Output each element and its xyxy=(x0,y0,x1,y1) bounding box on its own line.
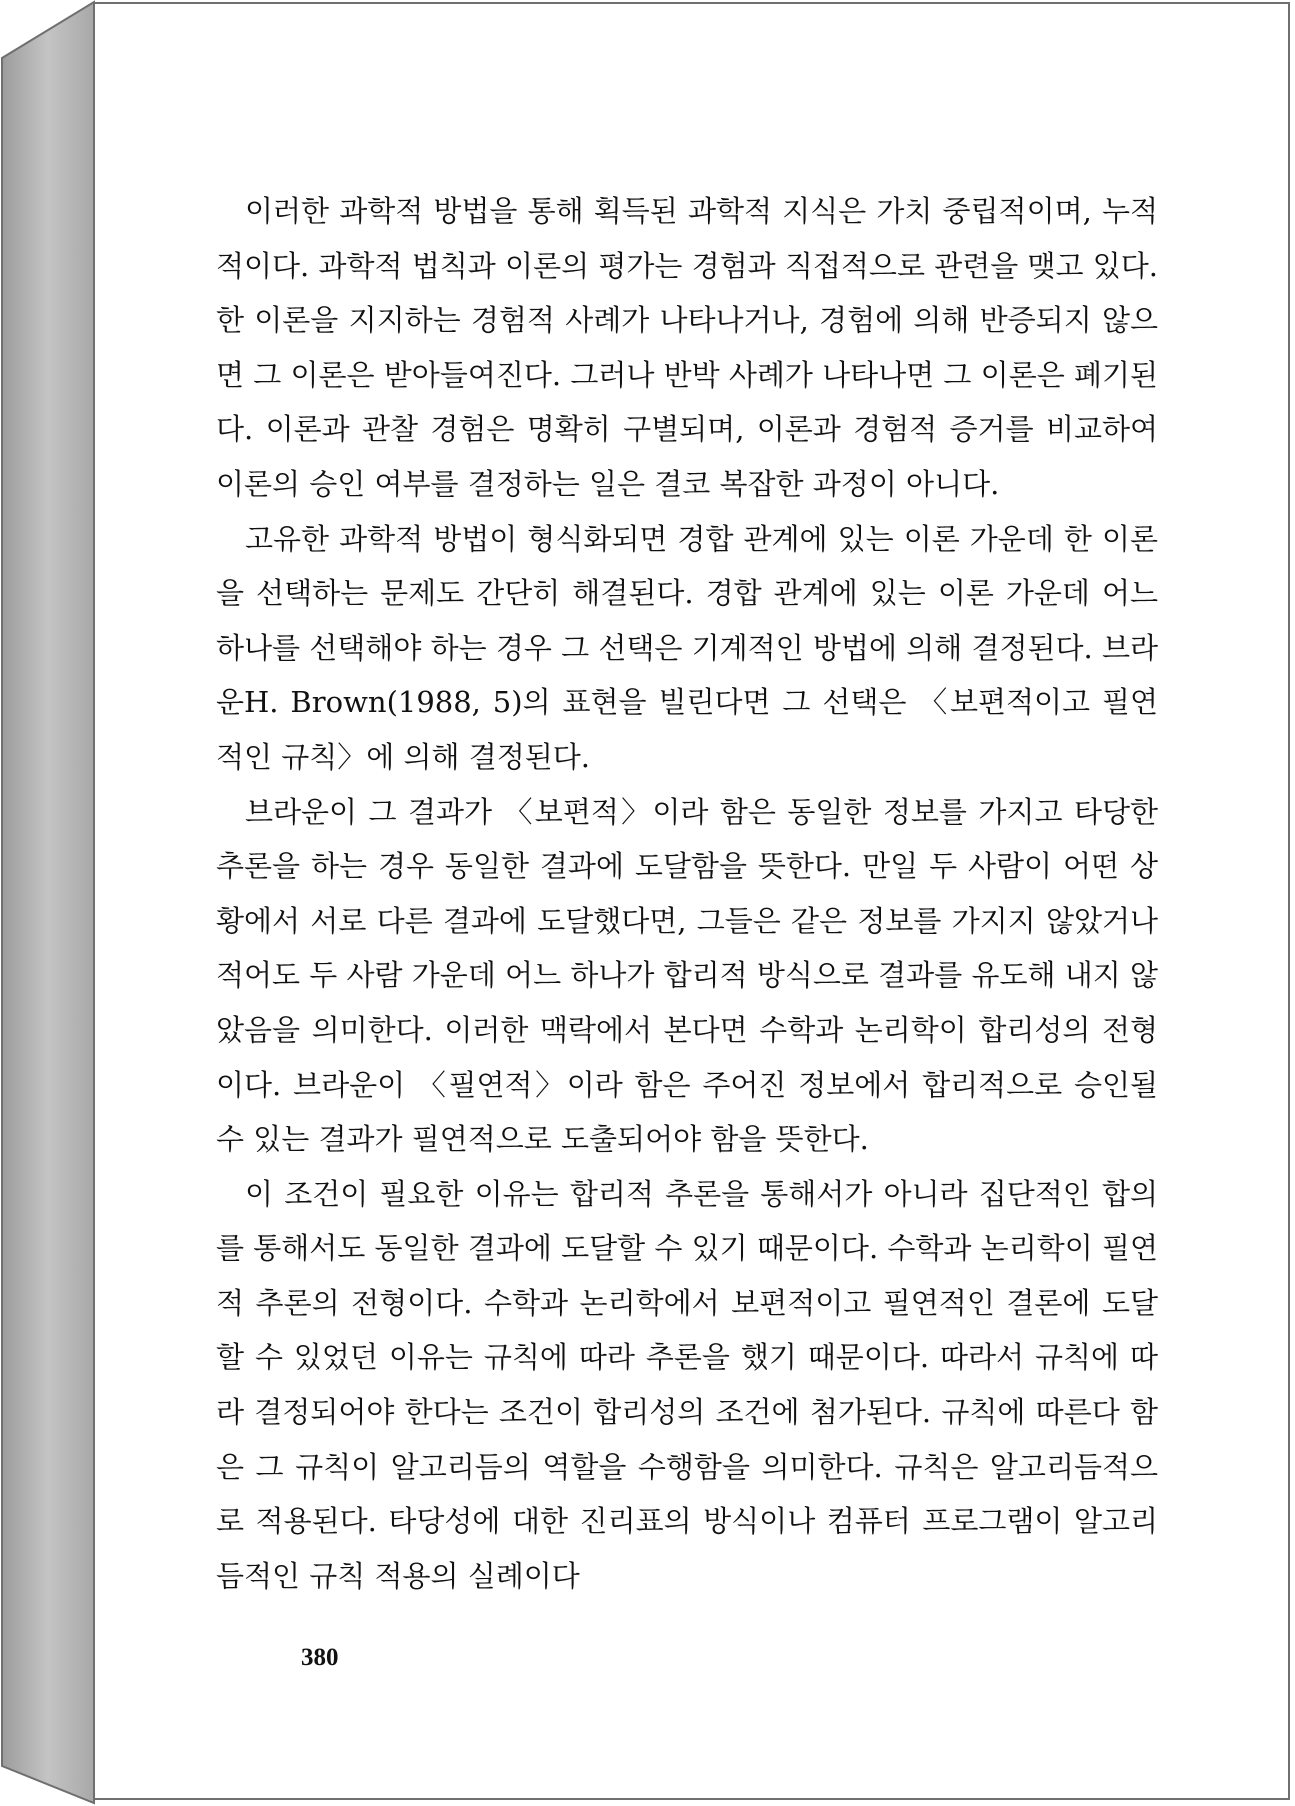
paragraph-1: 이러한 과학적 방법을 통해 획득된 과학적 지식은 가치 중립적이며, 누적적이다. 과학적 법칙과 이론의 평가는 경험과 직접적으로 관련을 맺고 있다. 한 이론을 지지하는 경험적 사례가 나타나거나, 경험에 의해 반증되지 않으면 그 이론은 받아들여진다. 그러나 반박 사례가 나타나면 그 이론은 폐기된다. 이론과 관찰 경험은 명확히 구별되며, 이론과 경험적 증거를 비교하여 이론의 승인 여부를 결정하는 일은 결코 복잡한 과정이 아니다. xyxy=(216,194,1158,501)
body-text xyxy=(216,184,1158,1603)
book-side-panel xyxy=(0,0,100,1806)
page-number: 380 xyxy=(301,1644,339,1671)
book-page xyxy=(93,2,1290,1800)
paragraph-2: 고유한 과학적 방법이 형식화되면 경합 관계에 있는 이론 가운데 한 이론을 선택하는 문제도 간단히 해결된다. 경합 관계에 있는 이론 가운데 어느 하나를 선택해야 하는 경우 그 선택은 기계적인 방법에 의해 결정된다. 브라운H. Brown(1988, 5)의 표현을 빌린다면 그 선택은 〈보편적이고 필연적인 규칙〉에 의해 결정된다. xyxy=(216,521,1158,774)
paragraph-3: 브라운이 그 결과가 〈보편적〉이라 함은 동일한 정보를 가지고 타당한 추론을 하는 경우 동일한 결과에 도달함을 뜻한다. 만일 두 사람이 어떤 상황에서 서로 다른 결과에 도달했다면, 그들은 같은 정보를 가지지 않았거나 적어도 두 사람 가운데 어느 하나가 합리적 방식으로 결과를 유도해 내지 않았음을 의미한다. 이러한 맥락에서 본다면 수학과 논리학이 합리성의 전형이다. 브라운이 〈필연적〉이라 함은 주어진 정보에서 합리적으로 승인될 수 있는 결과가 필연적으로 도출되어야 함을 뜻한다. xyxy=(216,794,1158,1157)
paragraph-4: 이 조건이 필요한 이유는 합리적 추론을 통해서가 아니라 집단적인 합의를 통해서도 동일한 결과에 도달할 수 있기 때문이다. 수학과 논리학이 필연적 추론의 전형이다. 수학과 논리학에서 보편적이고 필연적인 결론에 도달할 수 있었던 이유는 규칙에 따라 추론을 했기 때문이다. 따라서 규칙에 따라 결정되어야 한다는 조건이 합리성의 조건에 첨가된다. 규칙에 따른다 함은 그 규칙이 알고리듬의 역할을 수행함을 의미한다. 규칙은 알고리듬적으로 적용된다. 타당성에 대한 진리표의 방식이나 컴퓨터 프로그램이 알고리듬적인 규칙 적용의 실례이다 xyxy=(216,1176,1158,1593)
